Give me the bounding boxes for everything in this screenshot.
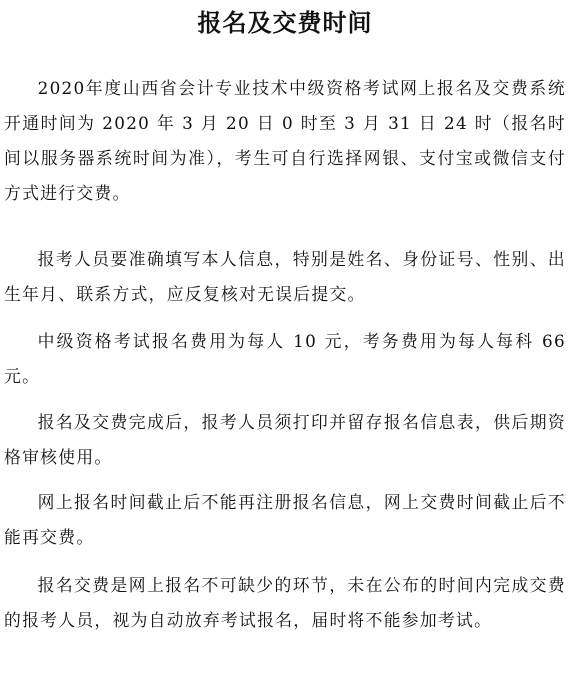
paragraph-payment-required: 报名交费是网上报名不可缺少的环节，未在公布的时间内完成交费的报考人员，视为自动放弃考试报名，届时将不能参加考试。 <box>4 575 566 630</box>
paragraph-personal-info: 报考人员要准确填写本人信息，特别是姓名、身份证号、性别、出生年月、联系方式，应反复核对无误后提交。 <box>4 249 566 304</box>
paragraph-print-form: 报名及交费完成后，报考人员须打印并留存报名信息表，供后期资格审核使用。 <box>4 412 566 467</box>
paragraph-registration-period: 2020年度山西省会计专业技术中级资格考试网上报名及交费系统开通时间为 2020 年 3 月 20 日 0 时至 3 月 31 日 24 时（报名时间以服务器系统时间为准），考生可自行选择网银、支付宝或微信支付方式进行交费。 <box>4 78 566 203</box>
document-title: 报名及交费时间 <box>197 8 373 37</box>
paragraph-deadline: 网上报名时间截止后不能再注册报名信息，网上交费时间截止后不能再交费。 <box>4 492 566 547</box>
paragraph-fees: 中级资格考试报名费用为每人 10 元，考务费用为每人每科 66 元。 <box>4 331 566 386</box>
